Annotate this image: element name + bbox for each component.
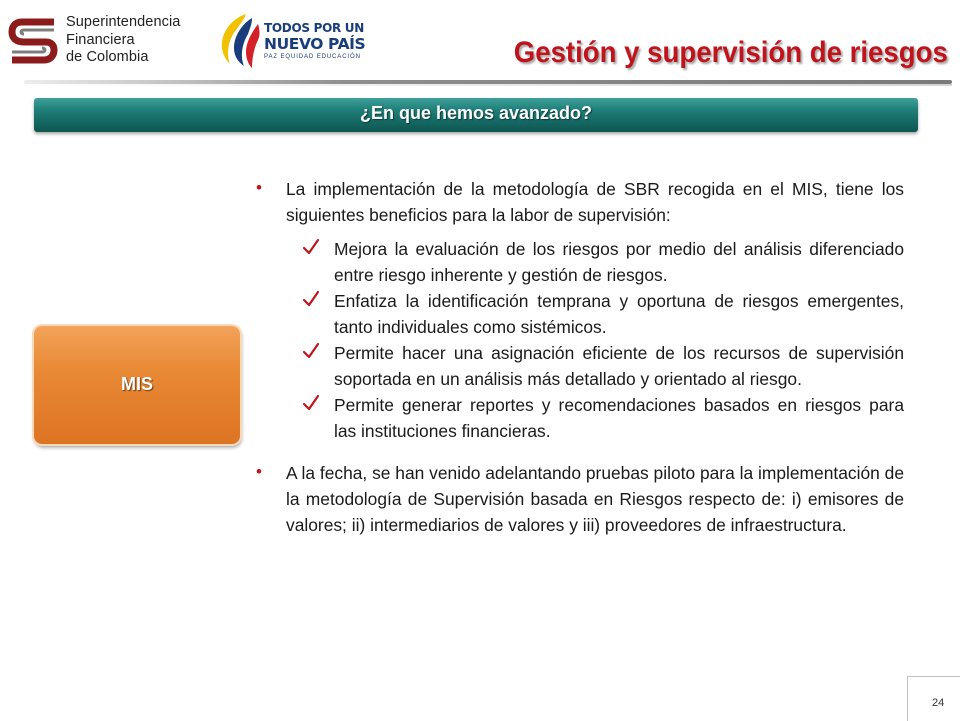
org-name-line-3: de Colombia [66,49,149,65]
gov-slogan-line-3: PAZ EQUIDAD EDUCACIÓN [264,54,361,60]
bullet-dot-icon: • [256,178,262,197]
checkmark-icon [302,342,320,360]
check-text: Permite hacer una asignación eficiente de los recursos de supervisión soportada en un análisis más detallado y orientado al riesgo. [334,343,904,389]
org-name-line-1: Superintendencia [66,14,181,30]
section-banner [34,98,918,132]
check-item [302,236,904,288]
check-list [302,236,904,444]
sfc-logo-icon [8,16,60,66]
org-name-line-2: Financiera [66,31,135,48]
gov-logo [212,10,382,72]
bullet-text: La implementación de la metodología de SBR recogida en el MIS, tiene los siguientes beneficios para la labor de supervisión: [286,179,904,225]
bullet-item [254,176,904,228]
checkmark-icon [302,290,320,308]
check-item [302,392,904,444]
check-text: Permite generar reportes y recomendaciones basados en riesgos para las instituciones financieras. [334,395,904,441]
check-text: Mejora la evaluación de los riesgos por medio del análisis diferenciado entre riesgo inherente y gestión de riesgos. [334,239,904,285]
bullet-text: A la fecha, se han venido adelantando pruebas piloto para la implementación de la metodología de Supervisión basada en Riesgos respecto de: i) emisores de valores; ii) intermediarios de valores y iii) proveedores de infraestructura. [286,463,904,535]
checkmark-icon [302,394,320,412]
government-logo-icon [212,10,264,72]
header-divider-shadow [24,84,952,86]
section-banner-text: ¿En que hemos avanzado? [359,103,593,123]
sfc-logo [8,12,198,70]
mis-label-box [34,326,240,444]
checkmark-icon [302,238,320,256]
gov-slogan-line-2: NUEVO PAÍS [264,35,366,53]
page-title: Gestión y supervisión de riesgos [513,36,948,69]
bullet-dot-icon: • [256,462,262,481]
bullet-item [254,460,904,538]
gov-slogan-line-1: TODOS POR UN [264,21,364,35]
check-item [302,340,904,392]
mis-label: MIS [120,374,153,394]
page-number-box [907,676,960,721]
check-text: Enfatiza la identificación temprana y oportuna de riesgos emergentes, tanto individuales como sistémicos. [334,291,904,337]
check-item [302,288,904,340]
content-body [254,176,904,538]
page-number: 24 [932,697,945,709]
